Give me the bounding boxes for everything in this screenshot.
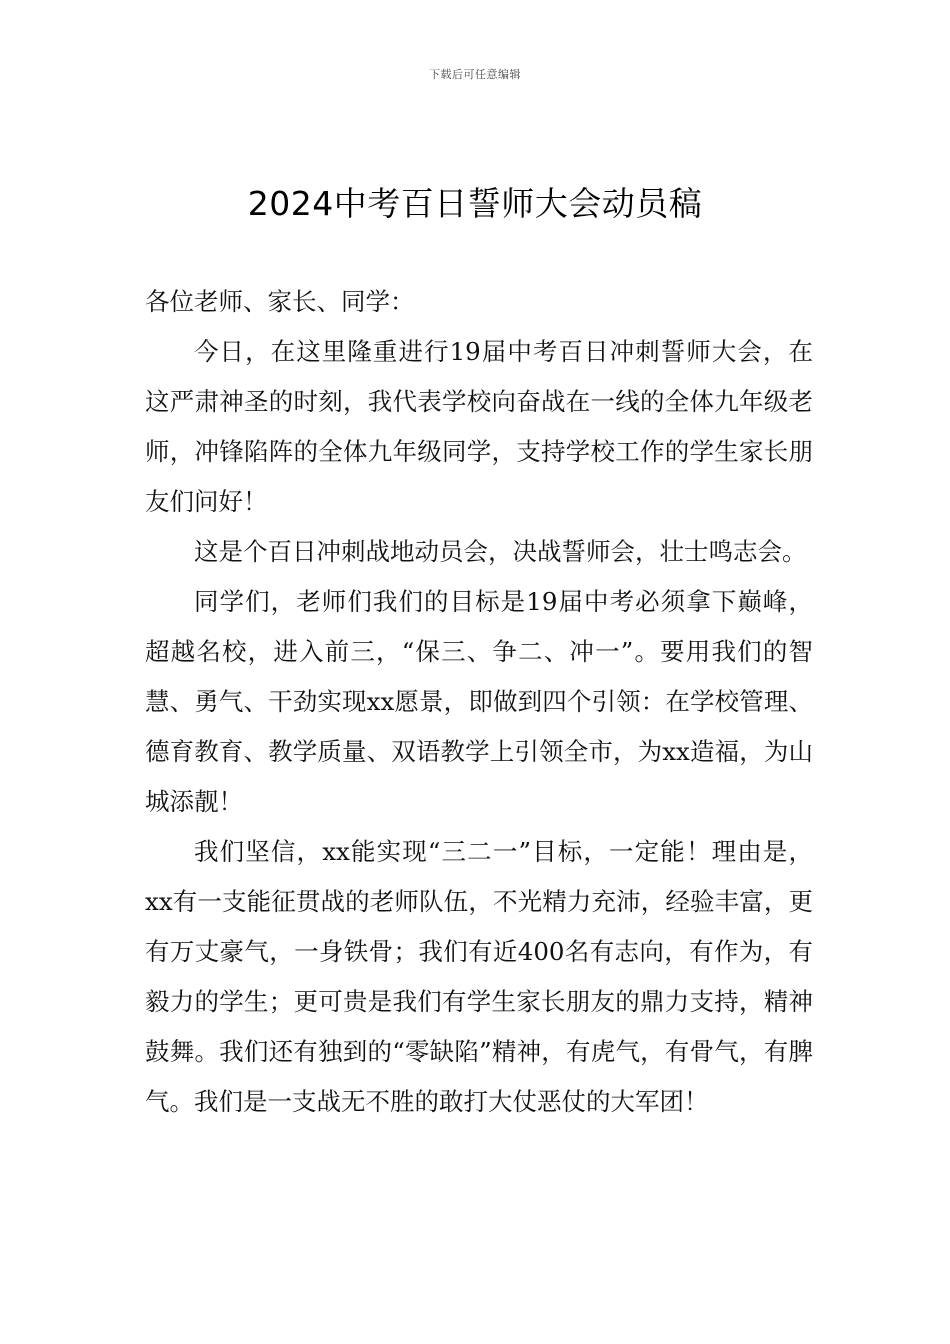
header-note: 下载后可任意编辑 [429,68,521,81]
paragraph-4: 我们坚信，xx能实现“三二一”目标，一定能！理由是，xx有一支能征贯战的老师队伍，不光精力充沛，经验丰富，更有万丈豪气，一身铁骨；我们有近400名有志向，有作为，有毅力的学生；更可贵是我们有学生家长朋友的鼎力支持，精神鼓舞。我们还有独到的“零缺陷”精神，有虎气，有骨气，有脾气。我们是一支战无不胜的敢打大仗恶仗的大军团！ [145,837,813,1116]
paragraph-3: 同学们，老师们我们的目标是19届中考必须拿下巅峰，超越名校，进入前三，“保三、争二、冲一”。要用我们的智慧、勇气、干劲实现xx愿景，即做到四个引领：在学校管理、德育教育、教学质量、双语教学上引领全市，为xx造福，为山城添靓！ [145,587,813,816]
document-title: 2024中考百日誓师大会动员稿 [247,184,703,223]
salutation: 各位老师、家长、同学： [145,287,415,316]
document-body [145,277,813,1127]
paragraph-1: 今日，在这里隆重进行19届中考百日冲刺誓师大会，在这严肃神圣的时刻，我代表学校向奋战在一线的全体九年级老师，冲锋陷阵的全体九年级同学，支持学校工作的学生家长朋友们问好！ [145,337,813,516]
paragraph-2: 这是个百日冲刺战地动员会，决战誓师会，壮士鸣志会。 [194,537,807,566]
